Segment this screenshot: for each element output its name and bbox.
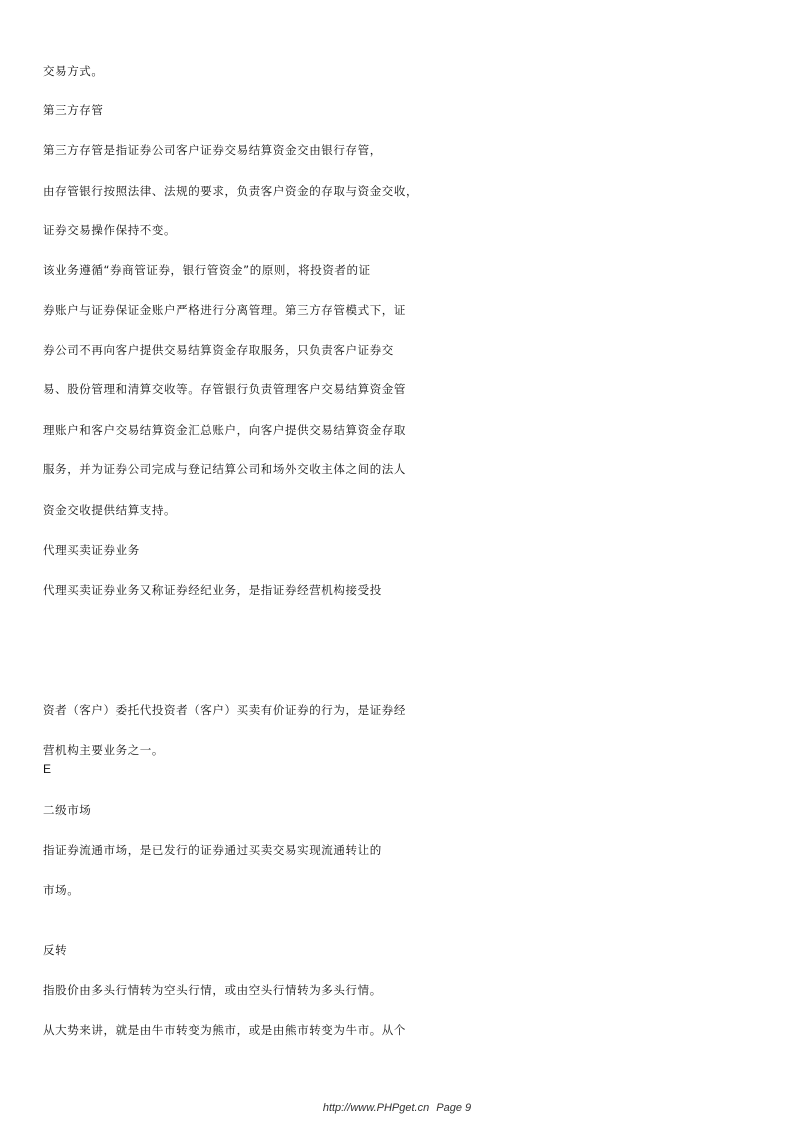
- section-heading: 二级市场: [43, 803, 92, 817]
- text-line: 资金交收提供结算支持。: [43, 503, 177, 517]
- text-line: 指证券流通市场，是已发行的证券通过买卖交易实现流通转让的: [43, 843, 382, 857]
- letter-marker: E: [43, 762, 52, 776]
- text-line: 营机构主要业务之一。: [43, 743, 164, 757]
- text-line: 交易方式。: [43, 64, 104, 78]
- text-line: 理账户和客户交易结算资金汇总账户，向客户提供交易结算资金存取: [43, 423, 406, 437]
- text-line: 服务，并为证券公司完成与登记结算公司和场外交收主体之间的法人: [43, 462, 406, 476]
- section-heading: 反转: [43, 943, 68, 957]
- text-line: 易、股份管理和清算交收等。存管银行负责管理客户交易结算资金管: [43, 382, 406, 396]
- text-line: 第三方存管是指证券公司客户证券交易结算资金交由银行存管，: [43, 143, 382, 157]
- page-footer: [0, 1102, 794, 1114]
- text-line: 该业务遵循“券商管证券，银行管资金”的原则，将投资者的证: [43, 263, 371, 277]
- text-line: 由存管银行按照法律、法规的要求，负责客户资金的存取与资金交收，: [43, 184, 419, 198]
- text-line: 证券交易操作保持不变。: [43, 223, 177, 237]
- section-heading: 第三方存管: [43, 103, 104, 117]
- section-heading: 代理买卖证券业务: [43, 543, 140, 557]
- text-line: 市场。: [43, 883, 80, 897]
- footer-url: http://www.PHPget.cn: [322, 1102, 430, 1114]
- footer-page-number: Page 9: [436, 1102, 472, 1114]
- text-line: 券公司不再向客户提供交易结算资金存取服务，只负责客户证券交: [43, 343, 394, 357]
- text-line: 代理买卖证券业务又称证券经纪业务，是指证券经营机构接受投: [43, 583, 382, 597]
- text-line: 券账户与证券保证金账户严格进行分离管理。第三方存管模式下，证: [43, 303, 406, 317]
- text-line: 资者（客户）委托代投资者（客户）买卖有价证券的行为，是证券经: [43, 703, 406, 717]
- text-line: 指股价由多头行情转为空头行情，或由空头行情转为多头行情。: [43, 983, 382, 997]
- text-line: 从大势来讲，就是由牛市转变为熊市，或是由熊市转变为牛市。从个: [43, 1023, 406, 1037]
